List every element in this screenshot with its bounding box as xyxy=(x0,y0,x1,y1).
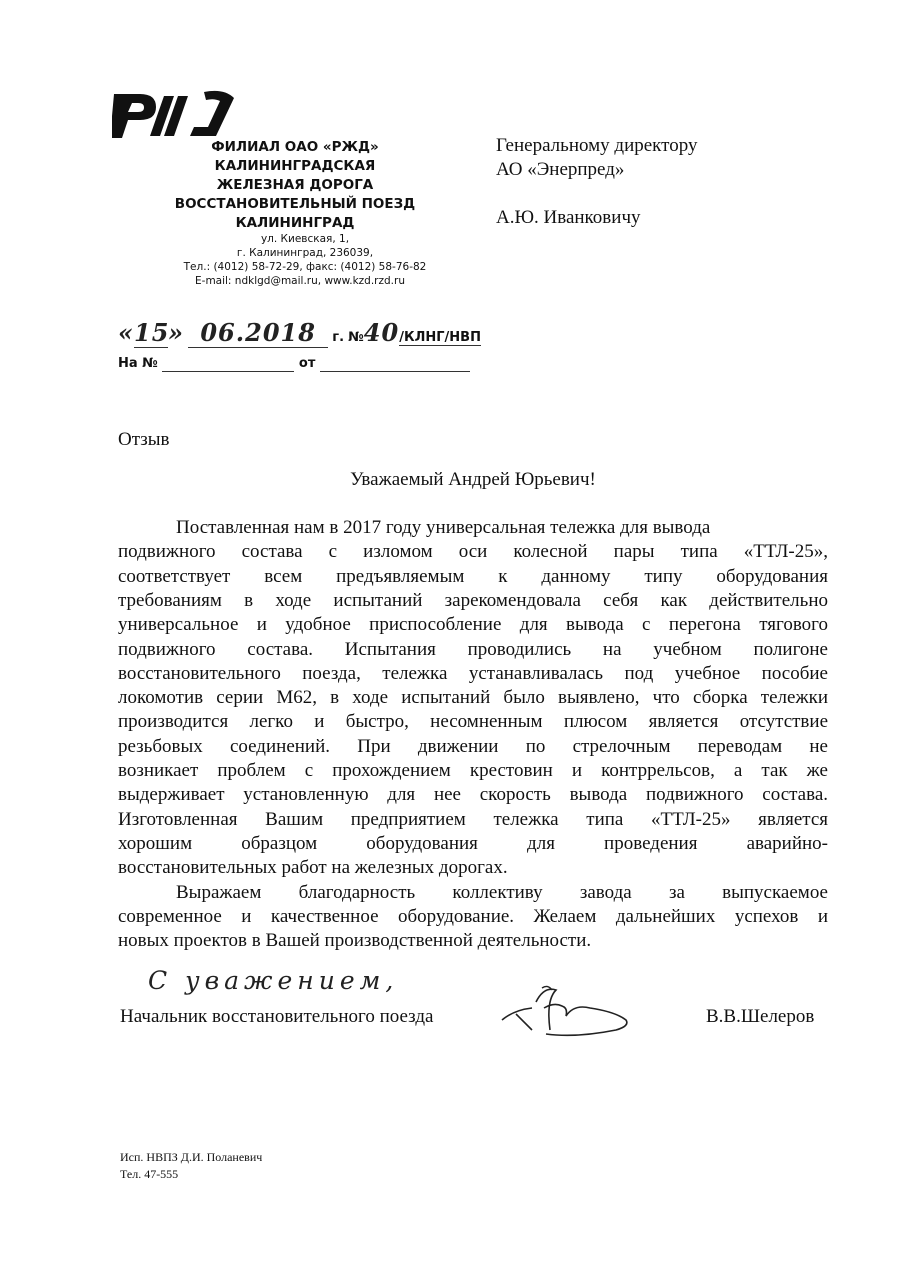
date-day-field xyxy=(134,318,168,348)
reference-number-field xyxy=(162,356,294,372)
org-line-4: ВОССТАНОВИТЕЛЬНЫЙ ПОЕЗД xyxy=(174,196,416,212)
p1-line: производится легко и быстро, несомненным плюсом является отсутствие xyxy=(118,711,828,732)
p1-line: локомотив серии М62, в ходе испытаний было выявлено, что сборка тележки xyxy=(118,687,828,708)
p1-line: выдерживает установленную для нее скорость вывода подвижного состава. xyxy=(118,784,828,805)
document-title: Отзыв xyxy=(118,429,170,450)
year-suffix: г. xyxy=(332,330,345,345)
reference-from-label: от xyxy=(298,356,316,371)
signatory-name: В.В.Шелеров xyxy=(706,1006,815,1027)
p1-line: Поставленная нам в 2017 году универсальная тележка для вывода xyxy=(176,517,711,538)
org-line-3: ЖЕЛЕЗНАЯ ДОРОГА xyxy=(216,177,374,193)
p1-line: резьбовых соединений. При движении по стрелочным переводам не xyxy=(118,736,828,757)
recipient-company: АО «Энерпред» xyxy=(496,159,625,180)
handwritten-signature xyxy=(496,980,646,1042)
recipient-position: Генеральному директору xyxy=(496,135,698,156)
p1-line: Изготовленная Вашим предприятием тележка типа «ТТЛ-25» является xyxy=(118,809,828,830)
rzd-logo xyxy=(112,86,242,140)
handwritten-closing: С уважением, xyxy=(148,966,399,995)
p2-line: новых проектов в Вашей производственной деятельности. xyxy=(118,930,592,951)
number-sign: № xyxy=(348,330,364,345)
reference-line xyxy=(118,356,470,372)
p1-line: подвижного состава. Испытания проводились на учебном полигоне xyxy=(118,639,828,660)
date-quote-close: » xyxy=(168,318,184,347)
p1-line: универсальное и удобное приспособление для вывода с перегона тягового xyxy=(118,614,828,635)
p1-line: восстановительного поезда, тележка устанавливалась под учебное пособие xyxy=(118,663,828,684)
p2-line: Выражаем благодарность коллективу завода за выпускаемое xyxy=(176,882,828,903)
address-street: ул. Киевская, 1, xyxy=(260,233,350,245)
number-suffix: /КЛНГ/НВП xyxy=(399,330,481,345)
date-month-year: 06.2018 xyxy=(200,318,316,347)
date-day: 15 xyxy=(134,318,170,347)
address-city: г. Калининград, 236039, xyxy=(236,247,374,259)
recipient-name: А.Ю. Иванковичу xyxy=(496,207,641,228)
p1-line: соответствует всем предъявляемым к данному типу оборудования xyxy=(118,566,828,587)
p1-line: требованиям в ходе испытаний зарекомендовала себя как действительно xyxy=(118,590,828,611)
org-line-5: КАЛИНИНГРАД xyxy=(235,215,355,231)
p2-line: современное и качественное оборудование. Желаем дальнейших успехов и xyxy=(118,906,828,927)
executor-name: Исп. НВПЗ Д.И. Поланевич xyxy=(120,1150,263,1164)
outgoing-number: 40 xyxy=(363,318,400,347)
p1-line: подвижного состава с изломом оси колесной пары типа «ТТЛ-25», xyxy=(118,541,828,562)
p1-line: восстановительных работ на железных дорогах. xyxy=(118,857,508,878)
date-month-year-field xyxy=(188,318,328,348)
p1-line: возникает проблем с прохождением крестовин и контррельсов, а так же xyxy=(118,760,828,781)
date-quote-open: « xyxy=(118,318,134,347)
reference-label: На № xyxy=(118,356,158,371)
org-line-1: ФИЛИАЛ ОАО «РЖД» xyxy=(211,139,379,155)
org-line-2: КАЛИНИНГРАДСКАЯ xyxy=(214,158,376,174)
executor-phone: Тел. 47-555 xyxy=(120,1167,179,1181)
address-phone: Тел.: (4012) 58-72-29, факс: (4012) 58-76-82 xyxy=(183,261,427,273)
reference-date-field xyxy=(320,356,470,372)
p1-line: хорошим образцом оборудования для проведения аварийно- xyxy=(118,833,828,854)
salutation: Уважаемый Андрей Юрьевич! xyxy=(350,469,596,490)
outgoing-number-line xyxy=(118,318,481,348)
address-email: E-mail: ndklgd@mail.ru, www.kzd.rzd.ru xyxy=(195,275,405,287)
signatory-position: Начальник восстановительного поезда xyxy=(120,1006,434,1027)
